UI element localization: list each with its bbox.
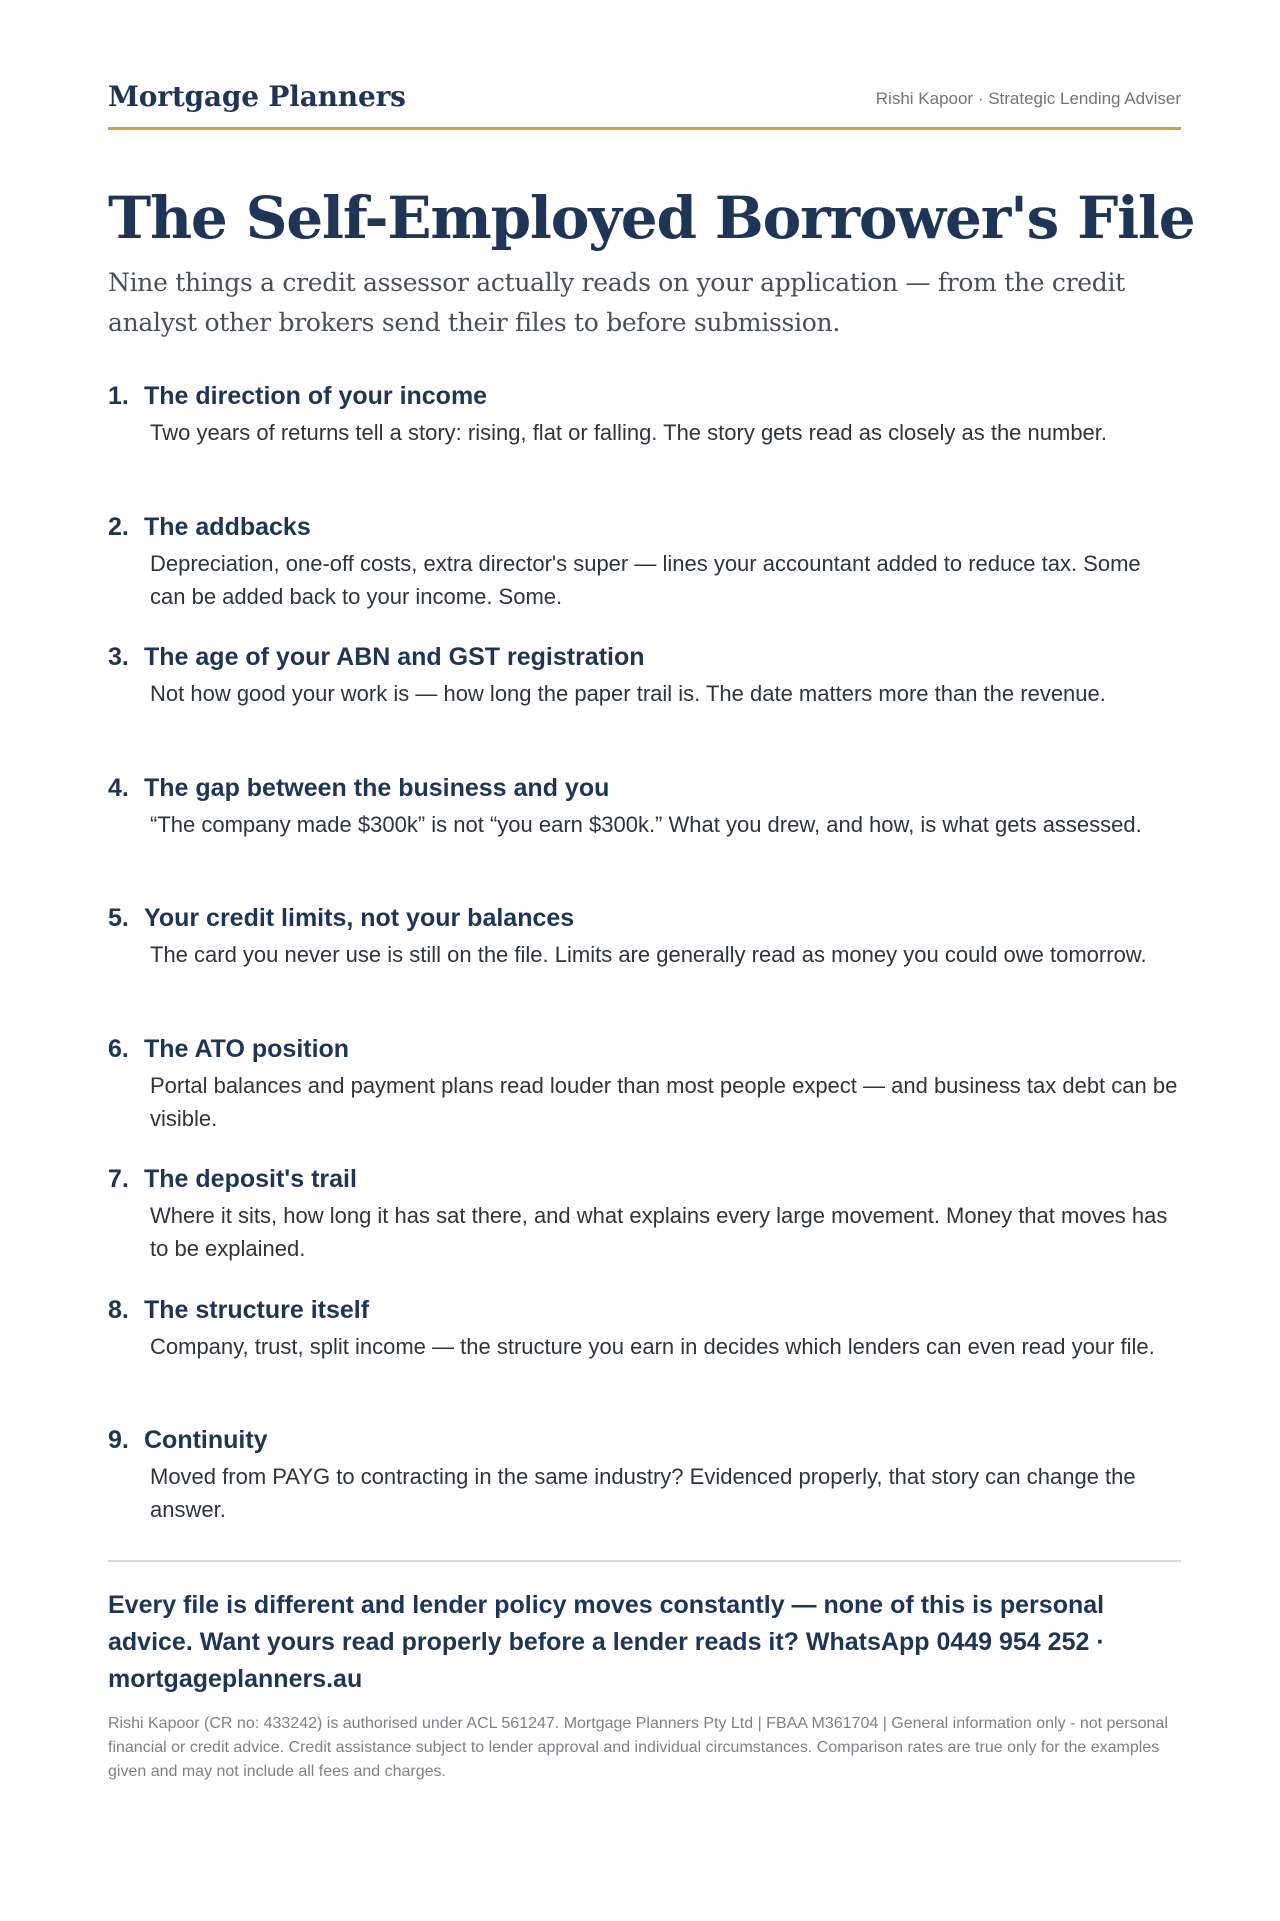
- page-subtitle: Nine things a credit assessor actually reads on your application — from the credit analyst other brokers send their files to before submission.: [108, 268, 1125, 337]
- item-number: 1.: [108, 382, 129, 410]
- item-title: The structure itself: [144, 1295, 370, 1324]
- item-description: Moved from PAYG to contracting in the same industry? Evidenced properly, that story can change the answer.: [150, 1464, 1136, 1522]
- item-heading: [108, 898, 574, 938]
- legal-disclaimer: Rishi Kapoor (CR no: 433242) is authorised under ACL 561247. Mortgage Planners Pty Ltd | FBAA M361704 | General information only - not personal financial or credit advice. Credit assistance subject to lender approval and individual circumstances. Comparison rates are true only for the examples given and may not include all fees and charges.: [108, 1715, 1168, 1780]
- item-title: The direction of your income: [144, 382, 488, 410]
- checklist: [108, 376, 1181, 1551]
- checklist-item: [108, 376, 1181, 507]
- section-divider: [108, 1560, 1181, 1562]
- item-number: 2.: [108, 512, 129, 541]
- item-title: Continuity: [144, 1426, 268, 1454]
- brand-name: Mortgage Planners: [108, 80, 406, 113]
- call-to-action: Every file is different and lender policy moves constantly — none of this is personal advice. Want yours read properly before a lender reads it? WhatsApp 0449 954 252 · mortgageplanners.au: [108, 1591, 1105, 1693]
- item-number: 6.: [108, 1034, 129, 1063]
- item-description: The card you never use is still on the file. Limits are generally read as money you could owe tomorrow.: [150, 942, 1147, 967]
- checklist-item: [108, 1290, 1181, 1421]
- item-description: Two years of returns tell a story: rising, flat or falling. The story gets read as closely as the number.: [150, 420, 1108, 445]
- checklist-item: [108, 507, 1181, 638]
- checklist-item: [108, 637, 1181, 768]
- document-page: [108, 0, 1195, 1780]
- item-number: 5.: [108, 904, 129, 932]
- item-title: The deposit's trail: [144, 1165, 357, 1193]
- item-description: “The company made $300k” is not “you earn $300k.” What you drew, and how, is what gets assessed.: [150, 811, 1142, 837]
- item-title: The addbacks: [144, 512, 311, 541]
- checklist-item: [108, 1029, 1181, 1160]
- item-heading: [108, 376, 487, 416]
- item-description: Not how good your work is — how long the paper trail is. The date matters more than the revenue.: [150, 681, 1106, 706]
- checklist-item: [108, 1420, 1181, 1551]
- checklist-item: [108, 898, 1181, 1029]
- item-title: Your credit limits, not your balances: [144, 904, 575, 932]
- page-title: The Self-Employed Borrower's File: [108, 184, 1195, 252]
- item-heading: [108, 1290, 369, 1330]
- item-number: 3.: [108, 643, 129, 671]
- checklist-item: [108, 768, 1181, 899]
- item-heading: [108, 768, 609, 808]
- item-title: The gap between the business and you: [144, 773, 610, 802]
- item-description: Depreciation, one-off costs, extra director's super — lines your accountant added to reduce tax. Some can be added back to your income. Some.: [150, 550, 1141, 609]
- item-title: The age of your ABN and GST registration: [144, 643, 645, 671]
- item-number: 7.: [108, 1165, 129, 1193]
- item-heading: [108, 1420, 268, 1460]
- item-number: 9.: [108, 1426, 129, 1454]
- adviser-byline: Rishi Kapoor · Strategic Lending Adviser: [875, 89, 1181, 108]
- item-number: 8.: [108, 1295, 129, 1324]
- item-heading: [108, 1159, 357, 1199]
- item-description: Portal balances and payment plans read louder than most people expect — and business tax debt can be visible.: [150, 1072, 1178, 1131]
- item-heading: [108, 637, 645, 677]
- item-description: Where it sits, how long it has sat there, and what explains every large movement. Money that moves has to be explained.: [150, 1203, 1168, 1261]
- item-number: 4.: [108, 773, 129, 802]
- item-heading: [108, 507, 311, 547]
- item-description: Company, trust, split income — the structure you earn in decides which lenders can even read your file.: [150, 1333, 1155, 1359]
- item-title: The ATO position: [144, 1034, 350, 1063]
- checklist-item: [108, 1159, 1181, 1290]
- page-header: [108, 0, 1181, 130]
- item-heading: [108, 1029, 349, 1069]
